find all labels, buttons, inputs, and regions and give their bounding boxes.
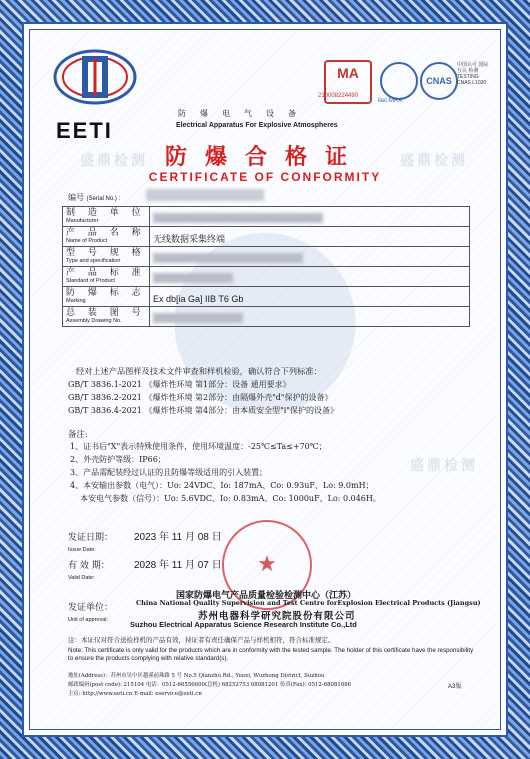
label-cell (63, 247, 150, 267)
contact-line: 邮政编码(post code): 215104 电话：0512-66556600(总机) 68252753 68081201 传真(Fax): 0512-68081686 (68, 682, 352, 688)
label-en: Manufacturer (66, 218, 99, 224)
redacted-value (153, 253, 303, 263)
serial-label-en: (Serial No.) : (86, 196, 121, 202)
unit-label-block (68, 602, 113, 626)
issue-date-block (68, 532, 222, 556)
label-cell (63, 207, 150, 227)
note-item: 3、产品需配装经过认证的且防爆等级适用的引入装置； (70, 468, 268, 477)
watermark: 盛鼎检测 (80, 153, 148, 169)
label-cn: 防 爆 标 志 (66, 288, 146, 298)
label-cell (63, 307, 150, 327)
standards-list (68, 378, 338, 417)
serial-number-redacted (146, 189, 264, 201)
label-cell (63, 287, 150, 307)
table-row (63, 227, 470, 247)
org-name-en-1: China National Quality Supervision and Test Centre forExplosion Electrical Products (Jiangsu) (136, 599, 481, 607)
footer-note-en: Note: This certificate is only valid for the products which are in conformity with the tested sample. The holder of this certificate have the responsibility to ensure the products complying with relative standard(s). (68, 647, 474, 662)
redacted-value (153, 213, 323, 223)
ilac-label: ilac-MRA (378, 98, 403, 104)
table-row (63, 267, 470, 287)
label-cn: 总 装 图 号 (66, 308, 146, 318)
product-name-value: 无线数据采集终端 (153, 235, 226, 245)
cnas-side-text: 中国认可 国际互认 检测 TESTING CNAS L1020 (457, 62, 489, 86)
eeti-logo-icon (52, 34, 138, 120)
label-cn: 制 造 单 位 (66, 208, 146, 218)
unit-label-cn: 发证单位： (68, 603, 114, 613)
valid-date: 2028 年 11 月 07 日 (134, 560, 222, 571)
issue-label-en: Issue Date: (68, 547, 96, 553)
label-cn: 产 品 名 称 (66, 228, 146, 238)
notes-list (70, 440, 381, 505)
cnas-mark-icon (420, 62, 458, 100)
org-name-en-2: Suzhou Electrical Apparatus Science Research Institute Co.,Ltd (130, 620, 357, 629)
page-title-cn: 防爆合格证 (164, 144, 365, 170)
issue-label-cn: 发证日期： (68, 533, 114, 543)
label-en: Name of Product (66, 238, 108, 244)
table-row (63, 287, 470, 307)
unit-label-en: Unit of approval: (68, 617, 109, 623)
table-row (63, 207, 470, 227)
paper-size-label: A3版 (448, 684, 462, 690)
value-cell (150, 227, 470, 247)
value-cell (150, 247, 470, 267)
note-item: 4、本安输出参数（电气）：Uo: 24VDC、Io: 187mA、Co: 0.93uF、Lo: 9.0mH； (70, 481, 374, 490)
web-line: 主页: http://www.eeti.cn E-mail: eservice@eeti.cn (68, 691, 202, 697)
table-row (63, 307, 470, 327)
label-en: Type and specification (66, 258, 121, 264)
redacted-value (153, 313, 243, 323)
serial-label-cn: 编号 (68, 193, 84, 202)
ex-marking-value: Ex db[ia Ga] IIB T6 Gb (153, 294, 244, 304)
ilac-mark-icon (380, 62, 418, 100)
watermark: 盛鼎检测 (410, 458, 478, 474)
valid-label-cn: 有 效 期： (68, 561, 110, 571)
label-cell (63, 227, 150, 247)
footer-note-cn: 注：本证仅对符合送检样机的产品有效，持证者有责任确保产品与样机相符，符合标准规定。 (68, 636, 335, 644)
note-item: 2、外壳防护等级：IP66； (70, 455, 166, 464)
value-cell (150, 307, 470, 327)
logo-text: EETI (56, 118, 113, 143)
cma-number: 210008224490 (318, 93, 359, 99)
issue-date: 2023 年 11 月 08 日 (134, 532, 222, 543)
value-cell (150, 287, 470, 307)
product-info-table (62, 206, 470, 327)
subtitle-cn: 防爆电气设备 (178, 109, 310, 118)
cma-label: MA (337, 65, 359, 81)
seal-star: ★ (257, 552, 277, 577)
valid-date-block (68, 560, 222, 584)
label-cn: 产 品 标 准 (66, 268, 146, 278)
standard-item: GB/T 3836.1-2021 《爆炸性环境 第1部分：设备 通用要求》 (68, 380, 291, 389)
valid-label-en: Valid Date: (68, 575, 95, 581)
org-name-cn-1: 国家防爆电气产品质量检验检测中心（江苏） (176, 591, 357, 601)
address-line: 地址(Address)：苏州市吴中区越溪前珠路 5 号 No.5 Qianzhu Rd., Yuexi, Wuzhong District, Suzhou (68, 673, 325, 679)
label-en: Assembly Drawing No. (66, 318, 122, 324)
label-cell (63, 267, 150, 287)
address-block (68, 672, 351, 699)
review-statement: 经对上述产品图样及技术文件审查和样机检验，确认符合下列标准： (76, 366, 322, 376)
value-cell (150, 207, 470, 227)
standard-item: GB/T 3836.4-2021 《爆炸性环境 第4部分：由本质安全型"i"保护的设备》 (68, 406, 338, 415)
serial-label (68, 192, 120, 203)
note-item: 本安电气参数（信号）：Uo: 5.6VDC、Io: 0.83mA、Co: 1000uF、Lo: 0.046H。 (70, 494, 381, 503)
notes-title: 备注: (68, 430, 88, 440)
page-title-en: CERTIFICATE OF CONFORMITY (148, 170, 382, 184)
value-cell (150, 267, 470, 287)
cnas-label: CNAS (426, 76, 452, 86)
org-name-cn-2: 苏州电器科学研究院股份有限公司 (198, 611, 356, 622)
standard-item: GB/T 3836.2-2021 《爆炸性环境 第2部分：由隔爆外壳"d"保护的设备》 (68, 393, 333, 402)
label-en: Standard of Product (66, 278, 115, 284)
table-row (63, 247, 470, 267)
note-item: 1、证书后"X"表示特殊使用条件，使用环境温度：-25℃≤Ta≤+70℃； (70, 442, 327, 451)
redacted-value (153, 273, 233, 283)
subtitle-en: Electrical Apparatus For Explosive Atmospheres (176, 122, 338, 129)
watermark: 盛鼎检测 (400, 153, 468, 169)
label-cn: 型 号 规 格 (66, 248, 146, 258)
label-en: Marking (66, 298, 86, 304)
